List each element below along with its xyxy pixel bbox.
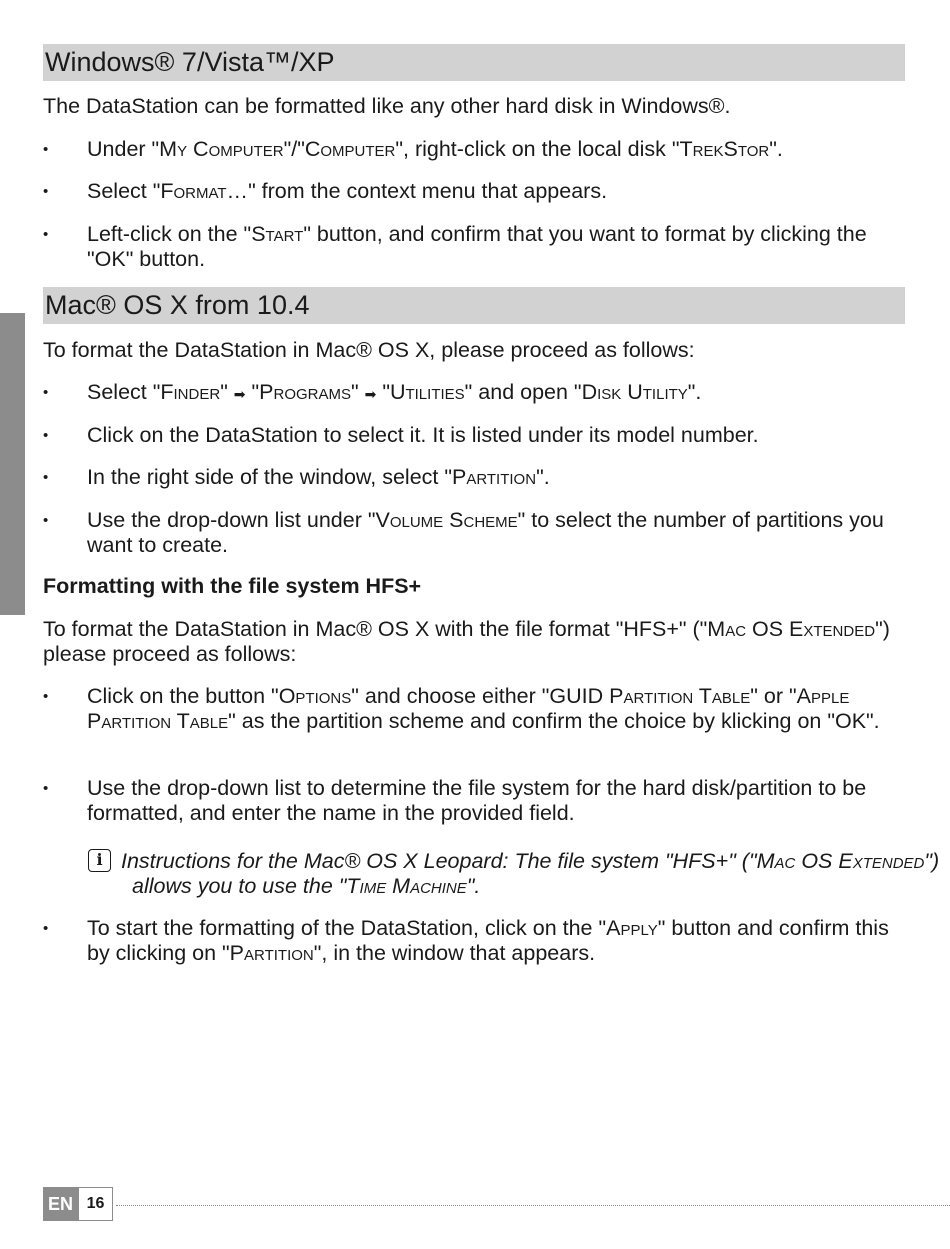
list-item-text: Use the drop-down list to determine the file system for the hard disk/partition to be formatted, and enter the name in the provided field. — [87, 776, 867, 825]
ui-term: My Computer — [159, 137, 284, 161]
side-tab-marker — [0, 313, 25, 615]
language-badge: EN — [43, 1187, 78, 1221]
bullet: • — [43, 780, 49, 797]
info-icon: i — [88, 849, 111, 872]
text-run: ", right-click on the local disk " — [395, 137, 680, 161]
list-item-text — [87, 465, 909, 490]
arrow-right-icon: ➡ — [233, 386, 246, 402]
text-run: Select " — [87, 179, 161, 203]
list-item-text — [87, 137, 909, 162]
bullet: • — [43, 427, 49, 444]
text-run: To format the DataStation in Mac® OS X with the file format "HFS+" (" — [43, 617, 708, 641]
text-run: " button and confirm this by clicking on " — [87, 916, 889, 965]
ui-term: Mac — [756, 849, 796, 873]
list-item-text — [87, 179, 909, 204]
text-run: "/" — [283, 137, 305, 161]
text-run: " button, and confirm that you want to format by clicking the "OK" button. — [87, 222, 867, 271]
bullet: • — [43, 920, 49, 937]
ui-term: Partition Table — [609, 684, 751, 708]
ui-term: Options — [278, 684, 352, 708]
text-run: ") please proceed as follows: — [43, 617, 890, 666]
arrow-right-icon: ➡ — [364, 386, 377, 402]
text-run: " — [245, 380, 260, 404]
text-run: ") — [924, 849, 940, 873]
ui-term: Utilities — [389, 380, 465, 404]
bullet: • — [43, 384, 49, 401]
ui-term: Format… — [160, 179, 249, 203]
bullet: • — [43, 469, 49, 486]
mac-intro: To format the DataStation in Mac® OS X, please proceed as follows: — [43, 338, 695, 362]
text-run: OS — [746, 617, 790, 641]
list-item-text — [87, 684, 909, 734]
text-run: " and choose either "GUID — [351, 684, 610, 708]
ui-term: Extended — [838, 849, 925, 873]
ui-term: Apply — [606, 916, 658, 940]
text-run: " to select the number of partitions you want to create. — [87, 508, 884, 557]
list-item-text — [87, 916, 909, 966]
text-run: Left-click on the " — [87, 222, 252, 246]
text-run: ". — [769, 137, 783, 161]
text-run: Select " — [87, 380, 161, 404]
ui-term: Apple Partition Table — [87, 684, 850, 733]
bullet: • — [43, 226, 49, 243]
text-run: " from the context menu that appears. — [248, 179, 608, 203]
text-run: ". — [466, 874, 481, 898]
text-run: ", in the window that appears. — [313, 941, 596, 965]
text-run: To start the formatting of the DataStation, click on the " — [87, 916, 607, 940]
text-run: ". — [536, 465, 550, 489]
list-item-text — [87, 222, 909, 272]
ui-term: Programs — [259, 380, 351, 404]
ui-term: Mac — [707, 617, 747, 641]
note-text-line — [121, 849, 939, 874]
ui-term: TrekStor — [679, 137, 770, 161]
text-run: " as the partition scheme and confirm the choice by klicking on "OK". — [228, 709, 880, 733]
text-run: allows you to use the " — [132, 874, 347, 898]
list-item-text — [87, 508, 909, 558]
ui-term: Disk Utility — [581, 380, 688, 404]
ui-term: Start — [251, 222, 304, 246]
text-run: " — [351, 380, 365, 404]
text-run: " and open " — [464, 380, 582, 404]
text-run: OS — [795, 849, 839, 873]
list-item-text: Click on the DataStation to select it. It is listed under its model number. — [87, 423, 759, 447]
text-run: Instructions for the Mac® OS X Leopard: The file system "HFS+" (" — [121, 849, 757, 873]
text-run: ". — [687, 380, 702, 404]
list-item-text — [87, 380, 909, 407]
ui-term: Partition — [229, 941, 314, 965]
bullet: • — [43, 512, 49, 529]
ui-term: Extended — [789, 617, 876, 641]
windows-intro: The DataStation can be formatted like any other hard disk in Windows®. — [43, 94, 731, 118]
bullet: • — [43, 141, 49, 158]
section-heading-windows: Windows® 7/Vista™/XP — [43, 44, 905, 81]
section-heading-mac: Mac® OS X from 10.4 — [43, 287, 905, 324]
page-number: 16 — [78, 1187, 113, 1221]
text-run: " — [376, 380, 390, 404]
text-run: Under " — [87, 137, 160, 161]
text-run: In the right side of the window, select " — [87, 465, 452, 489]
text-run: " — [220, 380, 234, 404]
text-run: " or " — [750, 684, 797, 708]
subheading-hfs: Formatting with the file system HFS+ — [43, 574, 422, 598]
bullet: • — [43, 688, 49, 705]
bullet: • — [43, 183, 49, 200]
ui-term: Volume Scheme — [375, 508, 518, 532]
hfs-intro — [43, 617, 905, 667]
ui-term: Time Machine — [346, 874, 467, 898]
ui-term: Finder — [160, 380, 221, 404]
text-run: Use the drop-down list under " — [87, 508, 376, 532]
ui-term: Partition — [451, 465, 537, 489]
ui-term: Computer — [304, 137, 396, 161]
text-run: Click on the button " — [87, 684, 279, 708]
footer-divider — [116, 1205, 950, 1206]
note-text-line — [132, 874, 480, 899]
